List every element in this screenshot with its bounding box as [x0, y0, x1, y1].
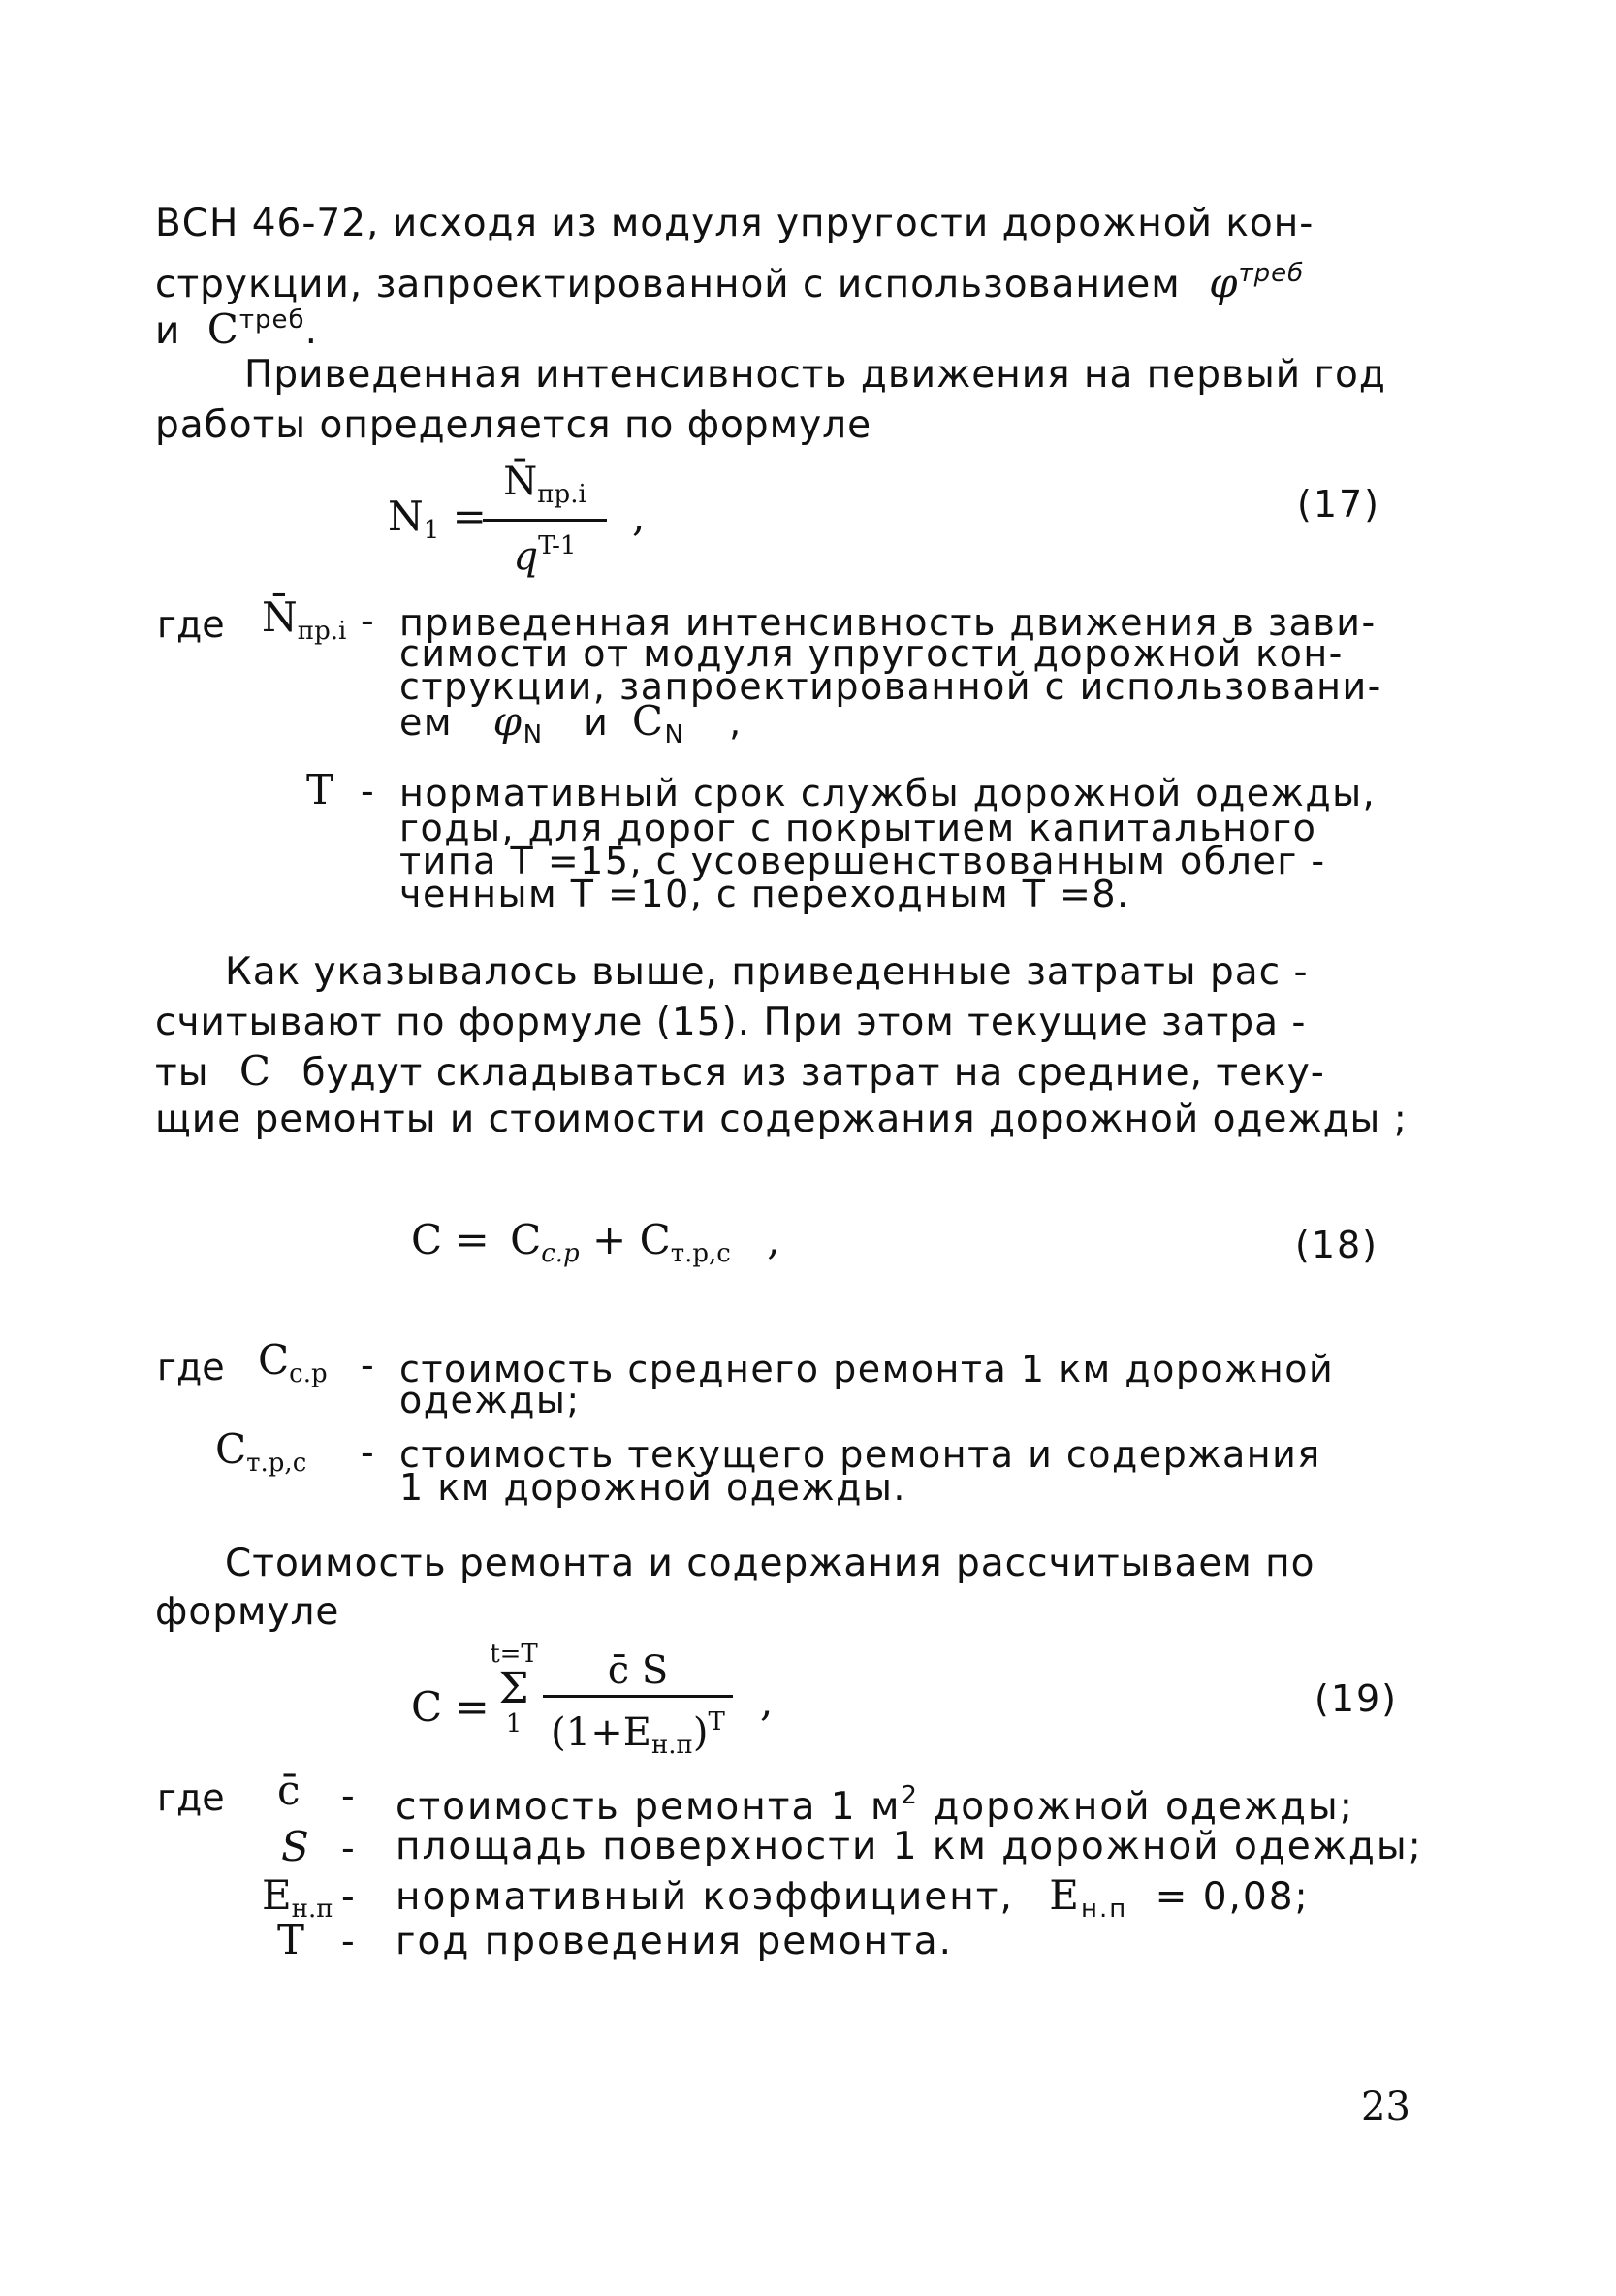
eq19-denominator: $(1+E_{н.п})^T$: [551, 1707, 725, 1760]
defs19-e-symbol: $E_{н.п}$: [262, 1871, 333, 1924]
eq17-lhs: [388, 493, 487, 545]
defs17-n-symbol: $N̄_{пр.i}$: [262, 593, 347, 646]
eq17-denominator: $q^{T-1}$: [513, 531, 577, 579]
defs17-d2-line-2: годы, для дорог с покрытием капитального: [399, 807, 1317, 849]
defs19-c-bar-symbol: c̄: [277, 1767, 301, 1814]
defs17-where: где: [157, 603, 225, 646]
intro-line-3: и $C^{треб}$.: [155, 305, 318, 353]
defs17-d1-line-4: ем $\varphi_N$ и $C_N$ ,: [399, 697, 743, 749]
defs18-dash-1: -: [361, 1344, 374, 1387]
defs18-d2-line-1: стоимость текущего ремонта и содержания: [399, 1433, 1321, 1476]
para2-line-2: считывают по формуле (15). При этом текущие затра -: [155, 1001, 1307, 1044]
para1-line-1: Приведенная интенсивность движения на первый год: [244, 353, 1386, 397]
eq17-equals: =: [452, 493, 487, 540]
defs18-c-sr-symbol: $C_{с.р}$: [258, 1336, 328, 1388]
c-symbol: C: [238, 1047, 272, 1095]
eq17-comma: ,: [632, 493, 646, 540]
defs19-item-4: год проведения ремонта.: [396, 1920, 954, 1963]
eq18-expression: $C = C_{с.р} + C_{т.р,с}$ ,: [411, 1216, 780, 1268]
defs17-d1-line-1: приведенная интенсивность движения в зави-: [399, 601, 1377, 644]
eq17-fraction: [483, 460, 607, 579]
defs19-dash-2: -: [341, 1827, 355, 1869]
para3-line-2: формуле: [155, 1590, 340, 1634]
phi-superscript: треб: [1238, 259, 1305, 288]
c-superscript: треб: [238, 305, 305, 335]
para1-line-2: работы определяется по формуле: [155, 403, 872, 447]
eq17-n-sub: 1: [423, 516, 440, 545]
eq19-fraction: [543, 1648, 733, 1768]
page-number: 23: [1361, 2085, 1410, 2129]
eq18-number: (18): [1295, 1224, 1379, 1266]
phi-n-symbol: φ: [492, 697, 523, 745]
eq17-number: (17): [1297, 483, 1381, 526]
eq19-lhs: C =: [411, 1683, 490, 1731]
eq17-n: N: [388, 493, 424, 540]
defs18-where: где: [157, 1346, 225, 1388]
defs17-d1-line-3: струкции, запроектированной с использовани-: [399, 665, 1382, 708]
eq19-numerator: c̄ S: [607, 1648, 669, 1693]
defs17-d1-line-2: симости от модуля упругости дорожной кон-: [399, 632, 1344, 675]
defs17-t-symbol: T: [306, 766, 334, 813]
eq19-number: (19): [1315, 1677, 1399, 1720]
para2-line-1: Как указывалось выше, приведенные затраты рас -: [225, 950, 1309, 994]
defs19-t-symbol: T: [277, 1916, 305, 1963]
defs19-s-symbol: S: [281, 1823, 309, 1870]
sum-upper-limit: t=T: [490, 1640, 538, 1669]
c-symbol: C: [206, 305, 239, 353]
c-n-symbol: C: [631, 697, 665, 745]
eq17-numerator: $N̄_{пр.i}$: [503, 460, 586, 509]
defs17-d2-line-4: ченным T =10, с переходным T =8.: [399, 873, 1130, 915]
intro-and: и: [155, 309, 181, 353]
defs17-d2-line-1: нормативный срок службы дорожной одежды,: [399, 772, 1377, 814]
defs17-dash-1: -: [361, 599, 374, 642]
defs19-dash-4: -: [341, 1920, 355, 1962]
intro-line-2: [155, 250, 1304, 308]
defs19-item-3: нормативный коэффициент, $E_{н.п} = 0,08$;: [396, 1871, 1310, 1924]
sum-symbol: Σ: [498, 1664, 529, 1713]
defs19-dash-3: -: [341, 1875, 355, 1918]
defs17-d2-line-3: типа T =15, с усовершенствованным облег -: [399, 840, 1326, 882]
defs17-dash-2: -: [361, 770, 374, 813]
eq19-comma: ,: [760, 1677, 774, 1725]
defs18-d1-line-2: одежды;: [399, 1379, 581, 1421]
defs19-where: где: [157, 1776, 225, 1819]
defs18-d2-line-2: 1 км дорожной одежды.: [399, 1466, 906, 1509]
defs18-c-trs-symbol: $C_{т.р,с}$: [215, 1425, 307, 1478]
intro-line-2-text: струкции, запроектированной с использованием: [155, 263, 1181, 306]
phi-symbol: φ: [1209, 259, 1239, 306]
fraction-bar: [543, 1695, 733, 1698]
para2-line-3: ты C будут складываться из затрат на средние, теку-: [155, 1047, 1325, 1095]
defs19-item-2: площадь поверхности 1 км дорожной одежды;: [396, 1825, 1423, 1868]
eq19-sum: [485, 1641, 543, 1738]
fraction-bar: [483, 519, 607, 522]
defs18-dash-2: -: [361, 1431, 374, 1474]
defs18-d1-line-1: стоимость среднего ремонта 1 км дорожной: [399, 1348, 1335, 1390]
defs19-dash-1: -: [341, 1774, 355, 1817]
intro-line-1: ВСН 46-72, исходя из модуля упругости дорожной кон-: [155, 202, 1315, 245]
para2-line-4: щие ремонты и стоимости содержания дорожной одежды ;: [155, 1098, 1408, 1141]
para3-line-1: Стоимость ремонта и содержания рассчитываем по: [225, 1542, 1315, 1585]
sum-lower-limit: 1: [505, 1709, 523, 1738]
defs19-item-1: стоимость ремонта 1 $м^2$ дорожной одежды;: [396, 1781, 1354, 1829]
